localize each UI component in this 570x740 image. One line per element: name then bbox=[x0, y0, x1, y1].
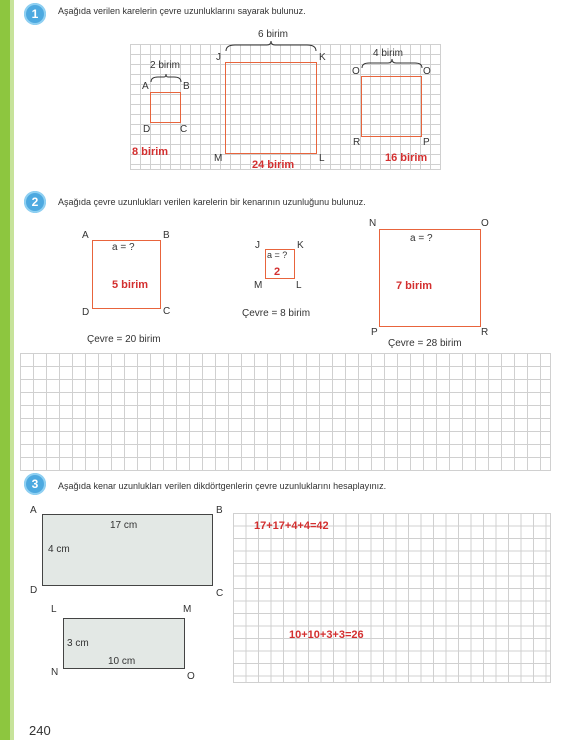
q3-rect2-vertex-l: L bbox=[51, 604, 57, 615]
q1-sq3-vertex-o2: O bbox=[423, 66, 431, 77]
q1-sq1-vertex-d: D bbox=[143, 124, 151, 135]
q1-sq3-brace bbox=[361, 58, 423, 69]
q1-sq2-brace bbox=[225, 40, 317, 52]
q1-sq1-answer: 8 birim bbox=[132, 146, 169, 158]
q2-sq3-vertex-o: O bbox=[481, 218, 489, 229]
q3-rect2-vertex-n: N bbox=[51, 667, 59, 678]
q2-sq1-answer: 5 birim bbox=[112, 279, 149, 291]
q1-square-jklm bbox=[225, 62, 317, 154]
q2-sq2-vertex-k: K bbox=[297, 240, 304, 251]
q1-square-abcd bbox=[150, 92, 181, 123]
q2-sq1-vertex-a: A bbox=[82, 230, 89, 241]
question-1-text: Aşağıda verilen karelerin çevre uzunluklarını sayarak bulunuz. bbox=[58, 6, 306, 16]
q1-sq2-side-label: 6 birim bbox=[258, 29, 289, 40]
q2-sq3-answer: 7 birim bbox=[396, 280, 433, 292]
q2-sq2-a-label: a = ? bbox=[267, 250, 288, 260]
page-margin-bar-light bbox=[10, 0, 14, 740]
q1-sq3-vertex-r: R bbox=[353, 137, 361, 148]
q3-rect1-vertex-a: A bbox=[30, 505, 37, 516]
q2-sq3-vertex-p: P bbox=[371, 327, 378, 338]
page-margin-bar bbox=[0, 0, 10, 740]
question-1-badge: 1 bbox=[24, 3, 46, 25]
q2-sq3-vertex-n: N bbox=[369, 218, 377, 229]
q1-sq2-vertex-m: M bbox=[214, 153, 223, 164]
q2-sq1-perimeter: Çevre = 20 birim bbox=[87, 334, 161, 345]
q3-rect2-vertex-m: M bbox=[183, 604, 192, 615]
q1-square-oopr bbox=[361, 76, 422, 137]
q3-rect1-vertex-b: B bbox=[216, 505, 223, 516]
q2-sq3-perimeter: Çevre = 28 birim bbox=[388, 338, 462, 349]
q1-sq1-vertex-a: A bbox=[142, 81, 149, 92]
q3-rect2-answer: 10+10+3+3=26 bbox=[289, 629, 364, 641]
q2-sq2-vertex-l: L bbox=[296, 280, 302, 291]
q1-sq3-vertex-p: P bbox=[423, 137, 430, 148]
question-3-text: Aşağıda kenar uzunlukları verilen dikdörtgenlerin çevre uzunluklarını hesaplayınız. bbox=[58, 481, 387, 491]
page-number: 240 bbox=[29, 723, 51, 738]
q2-sq1-vertex-b: B bbox=[163, 230, 170, 241]
q3-rect1-width: 17 cm bbox=[110, 520, 138, 531]
q1-sq1-side-label: 2 birim bbox=[150, 60, 181, 71]
q3-rect1-vertex-c: C bbox=[216, 588, 224, 599]
q1-sq3-side-label: 4 birim bbox=[373, 48, 404, 59]
q2-sq1-a-label: a = ? bbox=[112, 242, 135, 253]
q2-answer-grid bbox=[20, 353, 551, 471]
q3-rect2-height: 3 cm bbox=[67, 638, 89, 649]
q3-rect2-width: 10 cm bbox=[108, 656, 136, 667]
q2-sq2-answer: 2 bbox=[274, 266, 281, 278]
q1-sq1-vertex-b: B bbox=[183, 81, 190, 92]
q2-sq2-vertex-m: M bbox=[254, 280, 263, 291]
q2-sq2-perimeter: Çevre = 8 birim bbox=[242, 308, 311, 319]
q3-rect1-vertex-d: D bbox=[30, 585, 38, 596]
q1-sq1-brace bbox=[150, 73, 182, 83]
q1-sq2-vertex-k: K bbox=[319, 52, 326, 63]
q2-sq1-vertex-d: D bbox=[82, 307, 90, 318]
question-2-text: Aşağıda çevre uzunlukları verilen karelerin bir kenarının uzunluğunu bulunuz. bbox=[58, 197, 366, 207]
q1-sq3-vertex-o1: O bbox=[352, 66, 360, 77]
q3-rect2-vertex-o: O bbox=[187, 671, 195, 682]
q2-sq1-vertex-c: C bbox=[163, 306, 171, 317]
q2-sq3-a-label: a = ? bbox=[410, 233, 433, 244]
q3-answer-grid bbox=[233, 513, 551, 683]
q1-sq1-vertex-c: C bbox=[180, 124, 188, 135]
q1-sq2-vertex-j: J bbox=[216, 52, 221, 63]
q1-sq2-answer: 24 birim bbox=[252, 159, 295, 171]
q3-rect1-answer: 17+17+4+4=42 bbox=[254, 520, 329, 532]
q1-sq3-answer: 16 birim bbox=[385, 152, 428, 164]
q2-sq2-vertex-j: J bbox=[255, 240, 260, 251]
question-2-badge: 2 bbox=[24, 191, 46, 213]
q3-rect1-height: 4 cm bbox=[48, 544, 70, 555]
question-3-badge: 3 bbox=[24, 473, 46, 495]
q2-sq3-vertex-r: R bbox=[481, 327, 489, 338]
q1-sq2-vertex-l: L bbox=[319, 153, 325, 164]
